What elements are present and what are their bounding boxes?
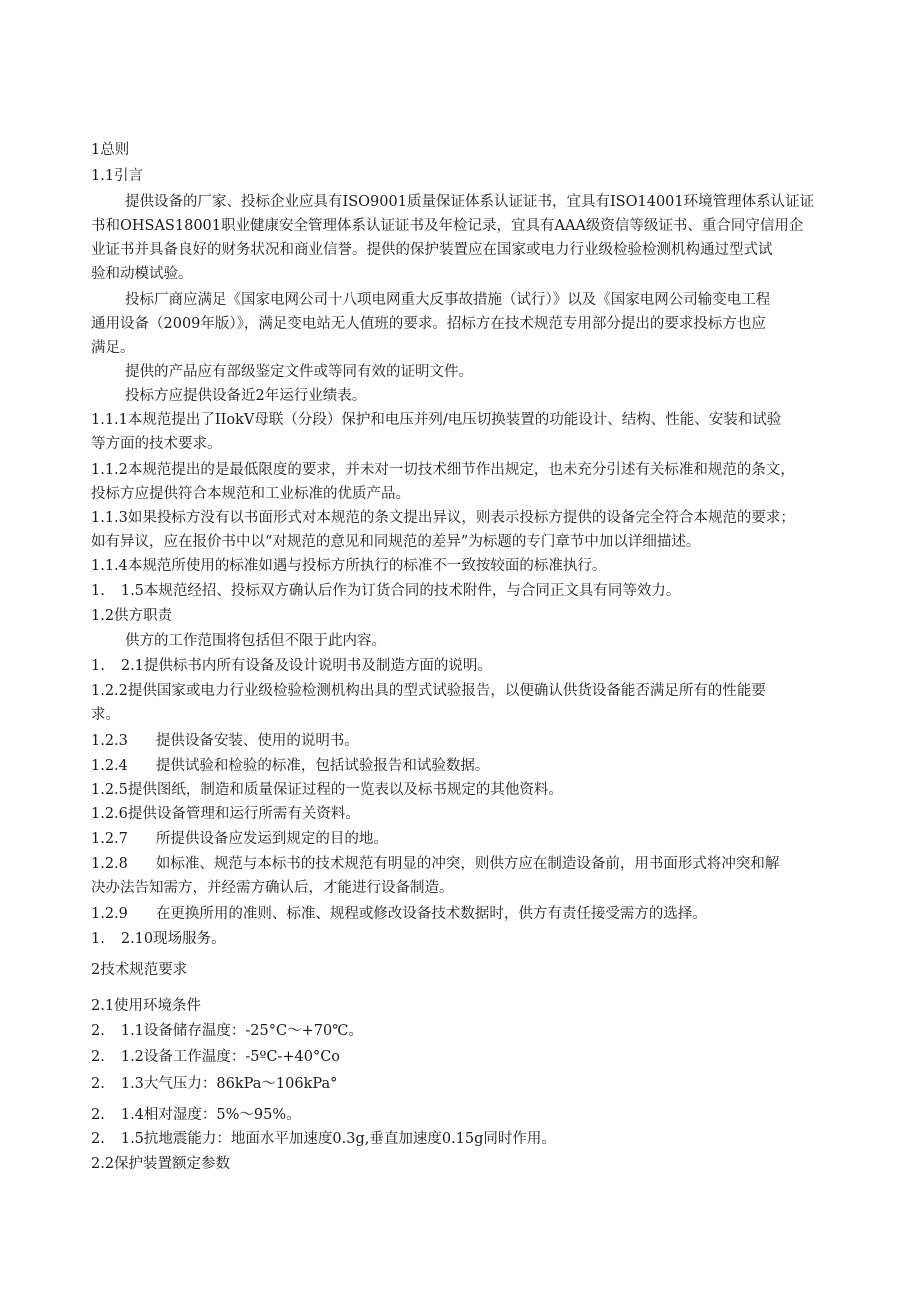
paragraph-line	[91, 313, 766, 335]
line-text: 投标方应提供符合本规范和工业标准的优质产品。	[91, 486, 410, 502]
line-text: 1.1.2本规范提出的是最低限度的要求，并未对一切技术细节作出规定，也未充分引述有关标准和规范的条文，	[91, 462, 795, 478]
paragraph-line	[91, 337, 135, 359]
list-number: 2.	[91, 1076, 105, 1092]
list-number: 2.	[91, 1023, 105, 1039]
line-text: 供方的工作范围将包括但不限于此内容。	[125, 633, 386, 649]
line-text: 1.4相对湿度：5%～95%。	[120, 1107, 301, 1123]
list-number: 2.	[91, 1131, 105, 1147]
env-item-storage-temp	[91, 1020, 363, 1042]
section-heading-2	[91, 959, 187, 981]
clause-number: 1.2.8	[91, 856, 128, 872]
paragraph-line	[125, 289, 770, 311]
line-text: 验和动模试验。	[91, 266, 193, 282]
env-item-humidity	[91, 1104, 301, 1126]
paragraph-line	[91, 239, 773, 261]
line-text: 书和OHSAS18001职业健康安全管理体系认证证书及年检记录，宜具有AAA级资信等级证书、重合同守信用企	[91, 218, 804, 234]
line-text: 1.3大气压力：86kPa～106kPa°	[120, 1076, 338, 1092]
heading-text: 1总则	[91, 142, 130, 158]
line-text: 通用设备（2009年版）》，满足变电站无人值班的要求。招标方在技术规范专用部分提出的要求投标方也应	[91, 316, 766, 332]
clause-1-2-9	[91, 903, 707, 925]
line-text: 1.2.6提供设备管理和运行所需有关资料。	[91, 806, 360, 822]
line-text: 1.1.1本规范提出了IIokV母联（分段）保护和电压并列/电压切换装置的功能设计、结构、性能、安装和试验	[91, 412, 782, 428]
line-text: 投标方应提供设备近2年运行业绩表。	[125, 388, 367, 404]
clause-1-1-5	[91, 580, 680, 602]
line-text: 1.1设备储存温度：-25°C～+70℃。	[120, 1023, 363, 1039]
line-text: 投标厂商应满足《国家电网公司十八项电网重大反事故措施（试行）》以及《国家电网公司输变电工程	[125, 292, 771, 308]
heading-text: 1.1引言	[91, 168, 144, 184]
clause-1-2-4	[91, 755, 489, 777]
paragraph-line	[125, 361, 473, 383]
clause-1-2-3	[91, 730, 359, 752]
env-item-seismic	[91, 1128, 556, 1150]
clause-number: 1.2.4	[91, 758, 128, 774]
subsection-heading-2-1	[91, 995, 201, 1017]
line-text: 满足。	[91, 340, 135, 356]
clause-1-2-10	[91, 928, 226, 950]
line-text: 如标准、规范与本标书的技术规范有明显的冲突，则供方应在制造设备前，用书面形式将冲突和解	[155, 856, 780, 872]
paragraph-line	[125, 385, 366, 407]
clause-1-2-6	[91, 803, 360, 825]
clause-number: 1.2.7	[91, 831, 128, 847]
clause-1-2-7	[91, 828, 388, 850]
line-text: 如有异议，应在报价书中以“对规范的意见和同规范的差异”为标题的专门章节中加以详细描述。	[91, 534, 701, 550]
subsection-heading-2-2	[91, 1153, 230, 1175]
line-text: 1.2.5提供图纸，制造和质量保证过程的一览表以及标书规定的其他资料。	[91, 782, 563, 798]
clause-1-2-2	[91, 680, 766, 702]
subsection-heading-1-2	[91, 605, 172, 627]
clause-number: 1.2.3	[91, 733, 128, 749]
paragraph-line	[91, 433, 222, 455]
paragraph-line	[125, 630, 386, 652]
env-item-pressure	[91, 1073, 337, 1095]
clause-number: 1.2.9	[91, 906, 128, 922]
line-text: 1.2设备工作温度：-5ºC-+40°Co	[120, 1049, 341, 1065]
paragraph-line	[91, 483, 410, 505]
heading-text: 2.2保护装置额定参数	[91, 1156, 231, 1172]
heading-text: 2技术规范要求	[91, 962, 188, 978]
paragraph-line	[91, 263, 193, 285]
list-number: 2.	[91, 1049, 105, 1065]
clause-1-1-2	[91, 459, 795, 481]
line-text: 等方面的技术要求。	[91, 436, 222, 452]
line-text: 在更换所用的准则、标准、规程或修改设备技术数据时，供方有责任接受需方的选择。	[155, 906, 707, 922]
list-number: 1.	[91, 583, 105, 599]
line-text: 所提供设备应发运到规定的目的地。	[155, 831, 388, 847]
clause-1-1-4	[91, 555, 606, 577]
line-text: 1.5本规范经招、投标双方确认后作为订货合同的技术附件，与合同正文具有同等效力。	[120, 583, 681, 599]
clause-1-2-5	[91, 779, 563, 801]
line-text: 2.1提供标书内所有设备及设计说明书及制造方面的说明。	[120, 658, 492, 674]
line-text: 提供设备安装、使用的说明书。	[155, 733, 359, 749]
paragraph-line	[91, 215, 803, 237]
env-item-working-temp	[91, 1046, 340, 1068]
line-text: 提供设备的厂家、投标企业应具有ISO9001质量保证体系认证证书，宜具有ISO14001环境管理体系认证证	[125, 194, 815, 210]
subsection-heading-1-1	[91, 165, 143, 187]
paragraph-line	[91, 877, 454, 899]
clause-1-1-1	[91, 409, 781, 431]
line-text: 1.1.3如果投标方没有以书面形式对本规范的条文提出异议，则表示投标方提供的设备完全符合本规范的要求；	[91, 510, 795, 526]
clause-1-2-1	[91, 655, 492, 677]
section-heading-1	[91, 139, 129, 161]
line-text: 1.5抗地震能力：地面水平加速度0.3g,垂直加速度0.15g同时作用。	[120, 1131, 556, 1147]
line-text: 业证书并具备良好的财务状况和商业信誉。提供的保护装置应在国家或电力行业级检验检测机构通过型式试	[91, 242, 773, 258]
line-text: 1.1.4本规范所使用的标准如遇与投标方所执行的标准不一致按较面的标准执行。	[91, 558, 607, 574]
line-text: 提供试验和检验的标准，包括试验报告和试验数据。	[155, 758, 490, 774]
paragraph-line	[125, 191, 814, 213]
clause-1-1-3	[91, 507, 795, 529]
list-number: 1.	[91, 658, 105, 674]
line-text: 提供的产品应有部级鉴定文件或等同有效的证明文件。	[125, 364, 473, 380]
line-text: 1.2.2提供国家或电力行业级检验检测机构出具的型式试验报告，以便确认供货设备能否满足所有的性能要	[91, 683, 766, 699]
paragraph-line	[91, 704, 120, 726]
heading-text: 1.2供方职责	[91, 608, 173, 624]
heading-text: 2.1使用环境条件	[91, 998, 202, 1014]
line-text: 2.10现场服务。	[120, 931, 226, 947]
paragraph-line	[91, 531, 700, 553]
line-text: 求。	[91, 707, 120, 723]
line-text: 决办法告知需方，并经需方确认后，才能进行设备制造。	[91, 880, 454, 896]
clause-1-2-8	[91, 853, 779, 875]
list-number: 2.	[91, 1107, 105, 1123]
list-number: 1.	[91, 931, 105, 947]
